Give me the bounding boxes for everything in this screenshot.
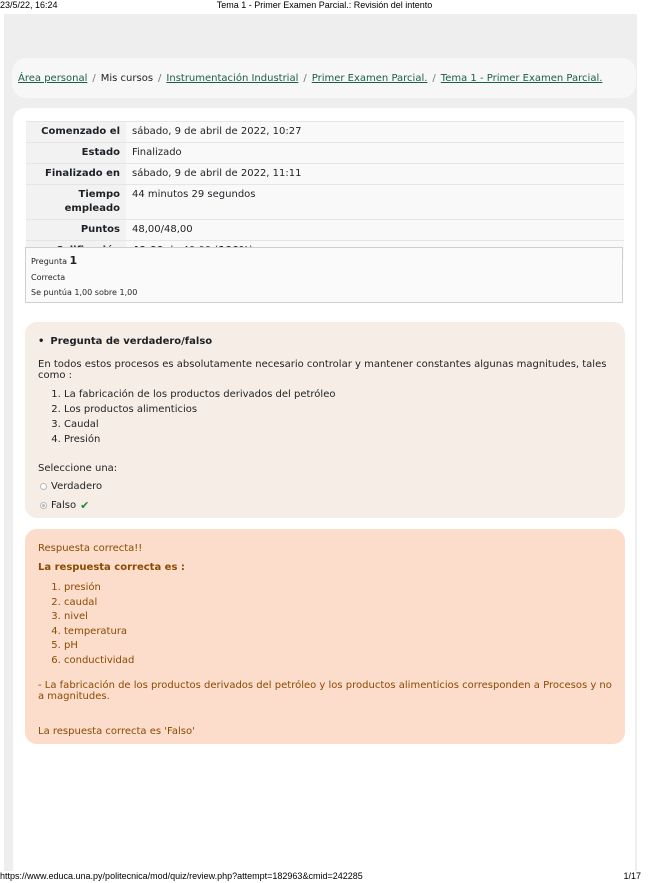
question-info-box [25,247,623,303]
summary-label: Finalizado en [26,164,126,185]
radio-button[interactable] [40,483,47,490]
breadcrumb-item-course[interactable]: Instrumentación Industrial [166,72,299,84]
question-text: En todos estos procesos es absolutamente necesario controlar y mantener constantes algunas magnitudes, tales como : [38,359,607,381]
question-type: • Pregunta de verdadero/falso [38,336,612,347]
breadcrumb-item-area-personal[interactable]: Área personal [18,72,88,84]
print-footer [0,871,649,883]
summary-value: sábado, 9 de abril de 2022, 11:11 [126,164,624,185]
summary-label [26,185,126,220]
breadcrumb-separator: / [432,72,436,84]
feedback-panel [25,529,625,744]
summary-row-time [26,185,624,220]
breadcrumb-item-mis-cursos: Mis cursos [100,72,154,84]
breadcrumb-separator: / [303,72,307,84]
option-falso[interactable] [40,498,612,512]
print-url: https://www.educa.una.py/politecnica/mod/quiz/review.php?attempt=182963&cmid=242285 [0,871,363,881]
time-label-line2: empleado [64,203,120,214]
summary-row-state [26,143,624,164]
breadcrumb-item-section[interactable]: Primer Examen Parcial. [311,72,428,84]
option-label: Falso [51,499,77,511]
list-item: 1. presión [64,581,612,596]
question-grade: Se puntúa 1,00 sobre 1,00 [31,288,138,297]
list-item: 1. La fabricación de los productos derivados del petróleo [64,387,612,402]
question-number [31,254,617,267]
breadcrumb-separator: / [158,72,162,84]
summary-row-points [26,220,624,241]
summary-label: Comenzado el [26,122,126,143]
print-header [0,0,649,12]
summary-value: sábado, 9 de abril de 2022, 10:27 [126,122,624,143]
feedback-list [38,581,612,668]
summary-label: Estado [26,143,126,164]
breadcrumb-separator: / [92,72,96,84]
list-item: 2. caudal [64,596,612,611]
list-item: 4. temperatura [64,625,612,640]
summary-value: 48,00/48,00 [126,220,624,241]
list-item: 5. pH [64,639,612,654]
option-label: Verdadero [51,480,103,492]
print-datetime: 23/5/22, 16:24 [0,0,58,10]
summary-value: 44 minutos 29 segundos [126,185,624,220]
breadcrumb-item-quiz[interactable]: Tema 1 - Primer Examen Parcial. [440,72,603,84]
question-number-value: 1 [69,254,78,267]
list-item: 6. conductividad [64,654,612,669]
question-formulation [25,322,625,518]
list-item: 3. nivel [64,610,612,625]
list-item: 3. Caudal [64,417,612,432]
list-item: 2. Los productos alimenticios [64,402,612,417]
question-state: Correcta [31,273,66,282]
breadcrumb [12,58,636,98]
check-icon: ✔ [80,498,90,512]
summary-row-started [26,122,624,143]
question-list [38,387,612,447]
radio-button-selected[interactable] [40,502,47,509]
time-label-line1: Tiempo [78,189,120,200]
option-verdadero[interactable] [40,479,612,493]
right-answer: La respuesta correcta es 'Falso' [38,726,195,737]
print-page-number: 1/17 [623,871,641,881]
summary-label: Puntos [26,220,126,241]
print-title: Tema 1 - Primer Examen Parcial.: Revisión del intento [216,0,433,10]
summary-row-finished [26,164,624,185]
feedback-note: - La fabricación de los productos derivados del petróleo y los productos alimenticios corresponden a Procesos y no a magnitudes. [38,680,612,702]
attempt-summary-table [26,121,624,261]
general-feedback: Respuesta correcta!! [38,543,143,554]
feedback-heading: La respuesta correcta es : [38,562,185,573]
question-label: Pregunta [31,257,67,266]
answer-prompt: Seleccione una: [38,463,118,474]
list-item: 4. Presión [64,432,612,447]
summary-value: Finalizado [126,143,624,164]
